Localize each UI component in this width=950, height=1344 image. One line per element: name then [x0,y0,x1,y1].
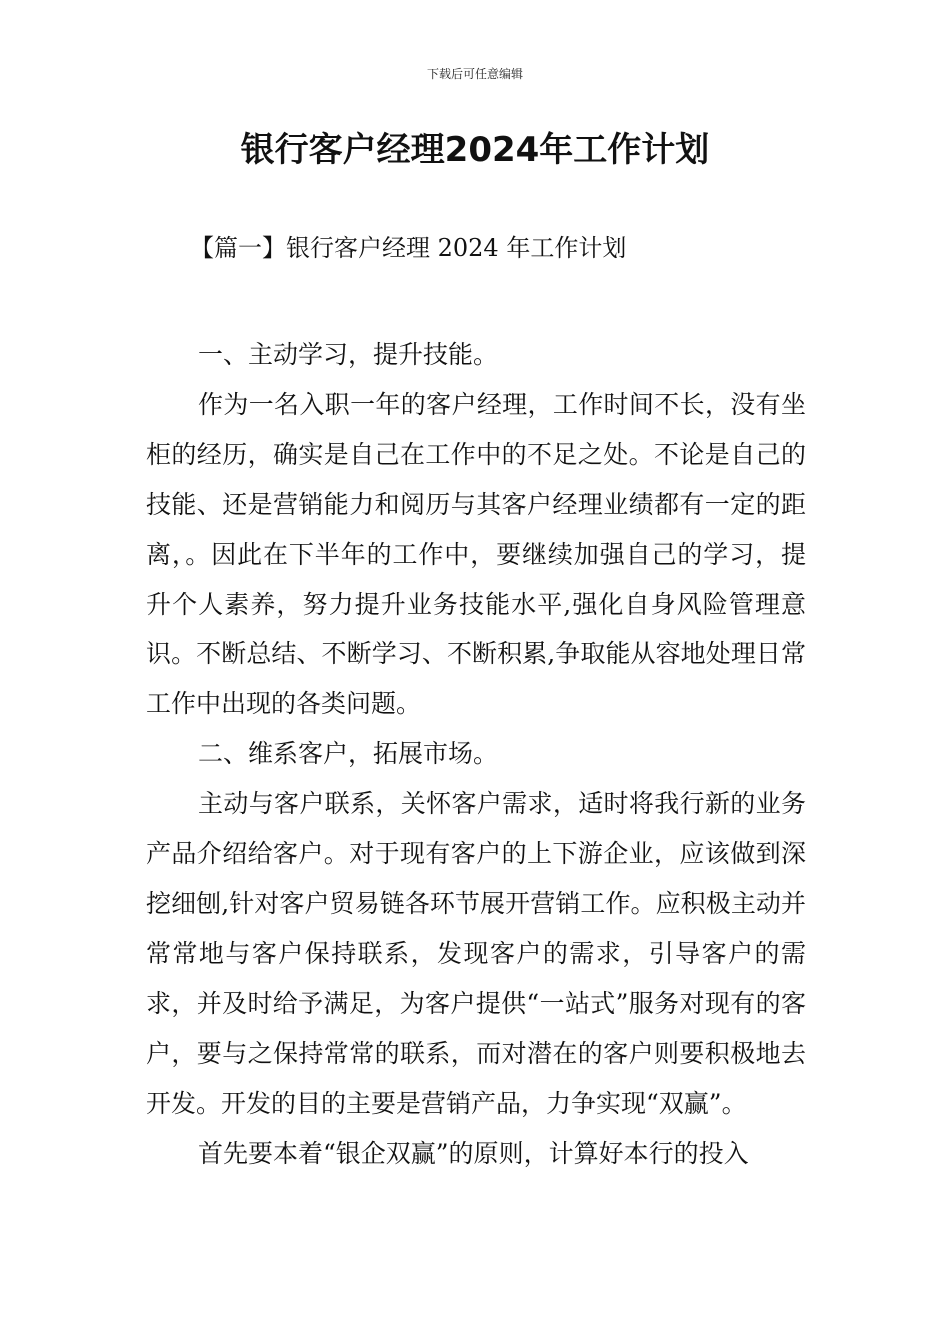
section-heading-1: 一、主动学习，提升技能。 [198,340,499,369]
document-title: 银行客户经理2024年工作计划 [240,130,710,170]
section-heading-2: 二、维系客户，拓展市场。 [198,739,499,769]
document-body [146,330,806,1178]
paragraph-1: 作为一名入职一年的客户经理，工作时间不长，没有坐柜的经历，确实是自己在工作中的不足之处。不论是自己的技能、还是营销能力和阅历与其客户经理业绩都有一定的距离，。因此在下半年的工作中，要继续加强自己的学习，提升个人素养，努力提升业务技能水平,强化自身风险管理意识。不断总结、不断学习、不断积累,争取能从容地处理日常工作中出现的各类问题。 [146,389,806,719]
paragraph-3: 首先要本着“银企双赢”的原则，计算好本行的投入 [198,1138,749,1168]
section-subtitle: 【篇一】银行客户经理 2024 年工作计划 [190,234,627,262]
header-note: 下载后可任意编辑 [426,67,523,81]
paragraph-2: 主动与客户联系，关怀客户需求，适时将我行新的业务产品介绍给客户。对于现有客户的上下游企业，应该做到深挖细刨,针对客户贸易链各环节展开营销工作。应积极主动并常常地与客户保持联系，发现客户的需求，引导客户的需求，并及时给予满足，为客户提供“一站式”服务对现有的客户，要与之保持常常的联系，而对潜在的客户则要积极地去开发。开发的目的主要是营销产品，力争实现“双赢”。 [146,789,806,1118]
